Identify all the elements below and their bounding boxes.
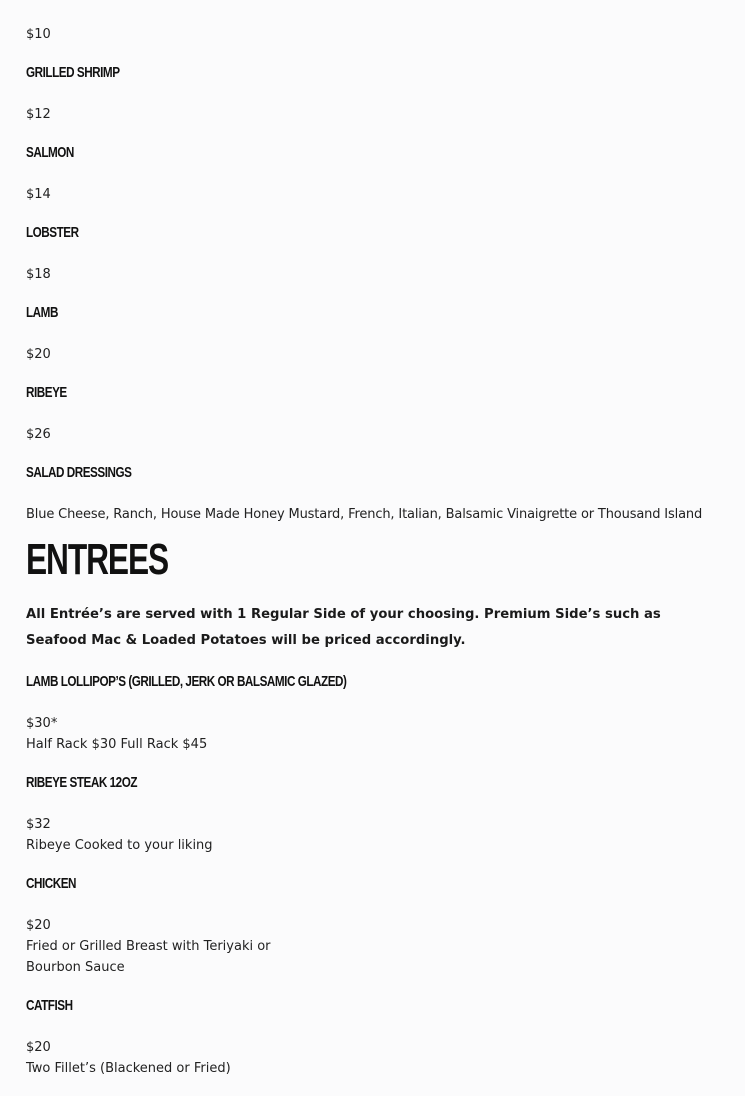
item-name: LAMB bbox=[26, 304, 58, 321]
section-title: ENTREES bbox=[26, 535, 169, 584]
item-price: $20 bbox=[26, 347, 51, 362]
menu-item bbox=[26, 223, 93, 243]
item-price: $20 bbox=[26, 1040, 51, 1055]
item-name: LOBSTER bbox=[26, 224, 79, 241]
menu-item bbox=[26, 996, 86, 1016]
item-name: CATFISH bbox=[26, 997, 73, 1014]
section-heading-wrap bbox=[26, 536, 223, 584]
dressings-list: Blue Cheese, Ranch, House Made Honey Mustard, French, Italian, Balsamic Vinaigrette or Thousand Island bbox=[26, 507, 703, 522]
item-description: Fried or Grilled Breast with Teriyaki or bbox=[26, 939, 271, 954]
dressings-title: SALAD DRESSINGS bbox=[26, 464, 132, 481]
item-description: Bourbon Sauce bbox=[26, 960, 125, 975]
item-name: GRILLED SHRIMP bbox=[26, 64, 120, 81]
item-price: $30* bbox=[26, 716, 58, 731]
entrees-intro: All Entrée’s are served with 1 Regular Side of your choosing. Premium Side’s such as Seafood Mac & Loaded Potatoes will be priced accordingly. bbox=[26, 607, 661, 648]
menu-item bbox=[26, 143, 87, 163]
item-price: $26 bbox=[26, 427, 51, 442]
item-name: RIBEYE bbox=[26, 384, 67, 401]
item-description: Ribeye Cooked to your liking bbox=[26, 838, 213, 853]
item-description: Half Rack $30 Full Rack $45 bbox=[26, 737, 208, 752]
menu-item bbox=[26, 303, 67, 323]
dressings-heading-wrap bbox=[26, 463, 161, 483]
menu-item bbox=[26, 63, 146, 83]
menu-item bbox=[26, 383, 78, 403]
item-name: LAMB LOLLIPOP’S (GRILLED, JERK OR BALSAMIC GLAZED) bbox=[26, 673, 347, 690]
item-name: SALMON bbox=[26, 144, 74, 161]
item-price: $20 bbox=[26, 918, 51, 933]
item-description: Two Fillet’s (Blackened or Fried) bbox=[26, 1061, 231, 1076]
menu-item bbox=[26, 672, 437, 692]
menu-item bbox=[26, 773, 168, 793]
item-name: CHICKEN bbox=[26, 875, 77, 892]
item-price: $12 bbox=[26, 107, 51, 122]
item-name: RIBEYE STEAK 12OZ bbox=[26, 774, 138, 791]
menu-item bbox=[26, 874, 90, 894]
item-price: $18 bbox=[26, 267, 51, 282]
item-price: $10 bbox=[26, 27, 51, 42]
item-price: $14 bbox=[26, 187, 51, 202]
item-price: $32 bbox=[26, 817, 51, 832]
